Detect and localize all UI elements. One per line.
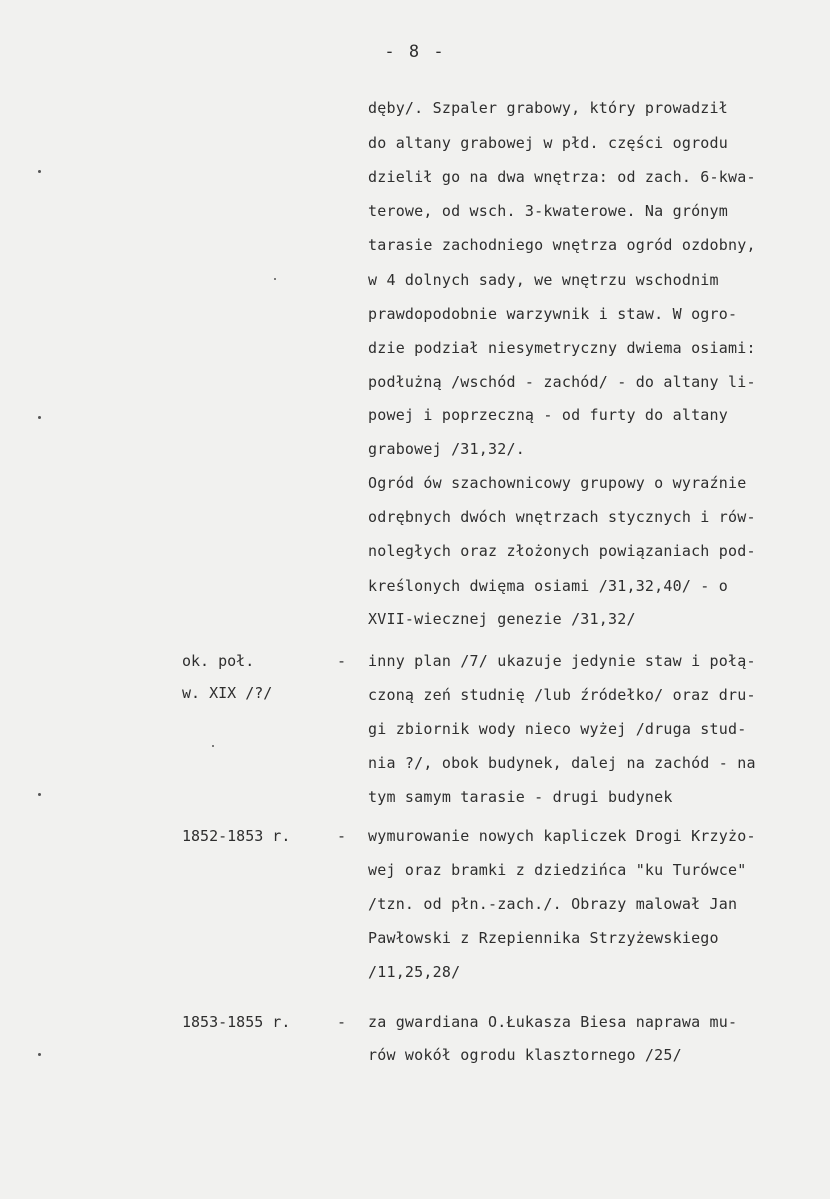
scan-speck [212, 745, 214, 747]
text-line: odrębnych dwóch wnętrzach stycznych i rów- [368, 508, 756, 526]
text-line: grabowej /31,32/. [368, 440, 525, 458]
entry-date: 1853-1855 r. [182, 1013, 291, 1031]
entry-date: ok. poł. [182, 652, 255, 670]
scan-speck [38, 416, 41, 419]
text-line: Pawłowski z Rzepiennika Strzyżewskiego [368, 929, 719, 947]
text-line: XVII-wiecznej genezie /31,32/ [368, 610, 636, 628]
text-line: powej i poprzeczną - od furty do altany [368, 406, 728, 424]
text-line: nia ?/, obok budynek, dalej na zachód - na [368, 754, 756, 772]
text-line: wej oraz bramki z dziedzińca "ku Turówce" [368, 861, 747, 879]
text-line: czoną zeń studnię /lub źródełko/ oraz dru- [368, 686, 756, 704]
text-line: tarasie zachodniego wnętrza ogród ozdobny, [368, 236, 756, 254]
entry-dash: - [337, 1013, 347, 1031]
text-line: kreślonych dwięma osiami /31,32,40/ - o [368, 577, 728, 595]
text-line: dzielił go na dwa wnętrza: od zach. 6-kwa- [368, 168, 756, 186]
entry-date: w. XIX /?/ [182, 684, 273, 702]
text-line: gi zbiornik wody nieco wyżej /druga stud- [368, 720, 747, 738]
text-line: dęby/. Szpaler grabowy, który prowadził [368, 99, 728, 117]
text-line: w 4 dolnych sady, we wnętrzu wschodnim [368, 271, 719, 289]
text-line: tym samym tarasie - drugi budynek [368, 788, 673, 806]
scan-speck [38, 1053, 41, 1056]
text-line: Ogród ów szachownicowy grupowy o wyraźnie [368, 474, 747, 492]
text-line: podłużną /wschód - zachód/ - do altany li- [368, 373, 756, 391]
text-line: terowe, od wsch. 3-kwaterowe. Na grónym [368, 202, 728, 220]
entry-dash: - [337, 652, 347, 670]
text-line: /11,25,28/ [368, 963, 461, 981]
text-line: dzie podział niesymetryczny dwiema osiami: [368, 339, 756, 357]
entry-date: 1852-1853 r. [182, 827, 291, 845]
entry-dash: - [337, 827, 347, 845]
text-line: noległych oraz złożonych powiązaniach pod- [368, 542, 756, 560]
text-line: /tzn. od płn.-zach./. Obrazy malował Jan [368, 895, 738, 913]
text-line: inny plan /7/ ukazuje jedynie staw i połą- [368, 652, 756, 670]
text-line: za gwardiana O.Łukasza Biesa naprawa mu- [368, 1013, 738, 1031]
page-number: - 8 - [384, 42, 446, 62]
scan-speck [38, 793, 41, 796]
scan-speck [274, 278, 276, 280]
text-line: do altany grabowej w płd. części ogrodu [368, 134, 728, 152]
text-line: wymurowanie nowych kapliczek Drogi Krzyżo- [368, 827, 756, 845]
text-line: prawdopodobnie warzywnik i staw. W ogro- [368, 305, 738, 323]
scan-speck [38, 170, 41, 173]
text-line: rów wokół ogrodu klasztornego /25/ [368, 1046, 682, 1064]
